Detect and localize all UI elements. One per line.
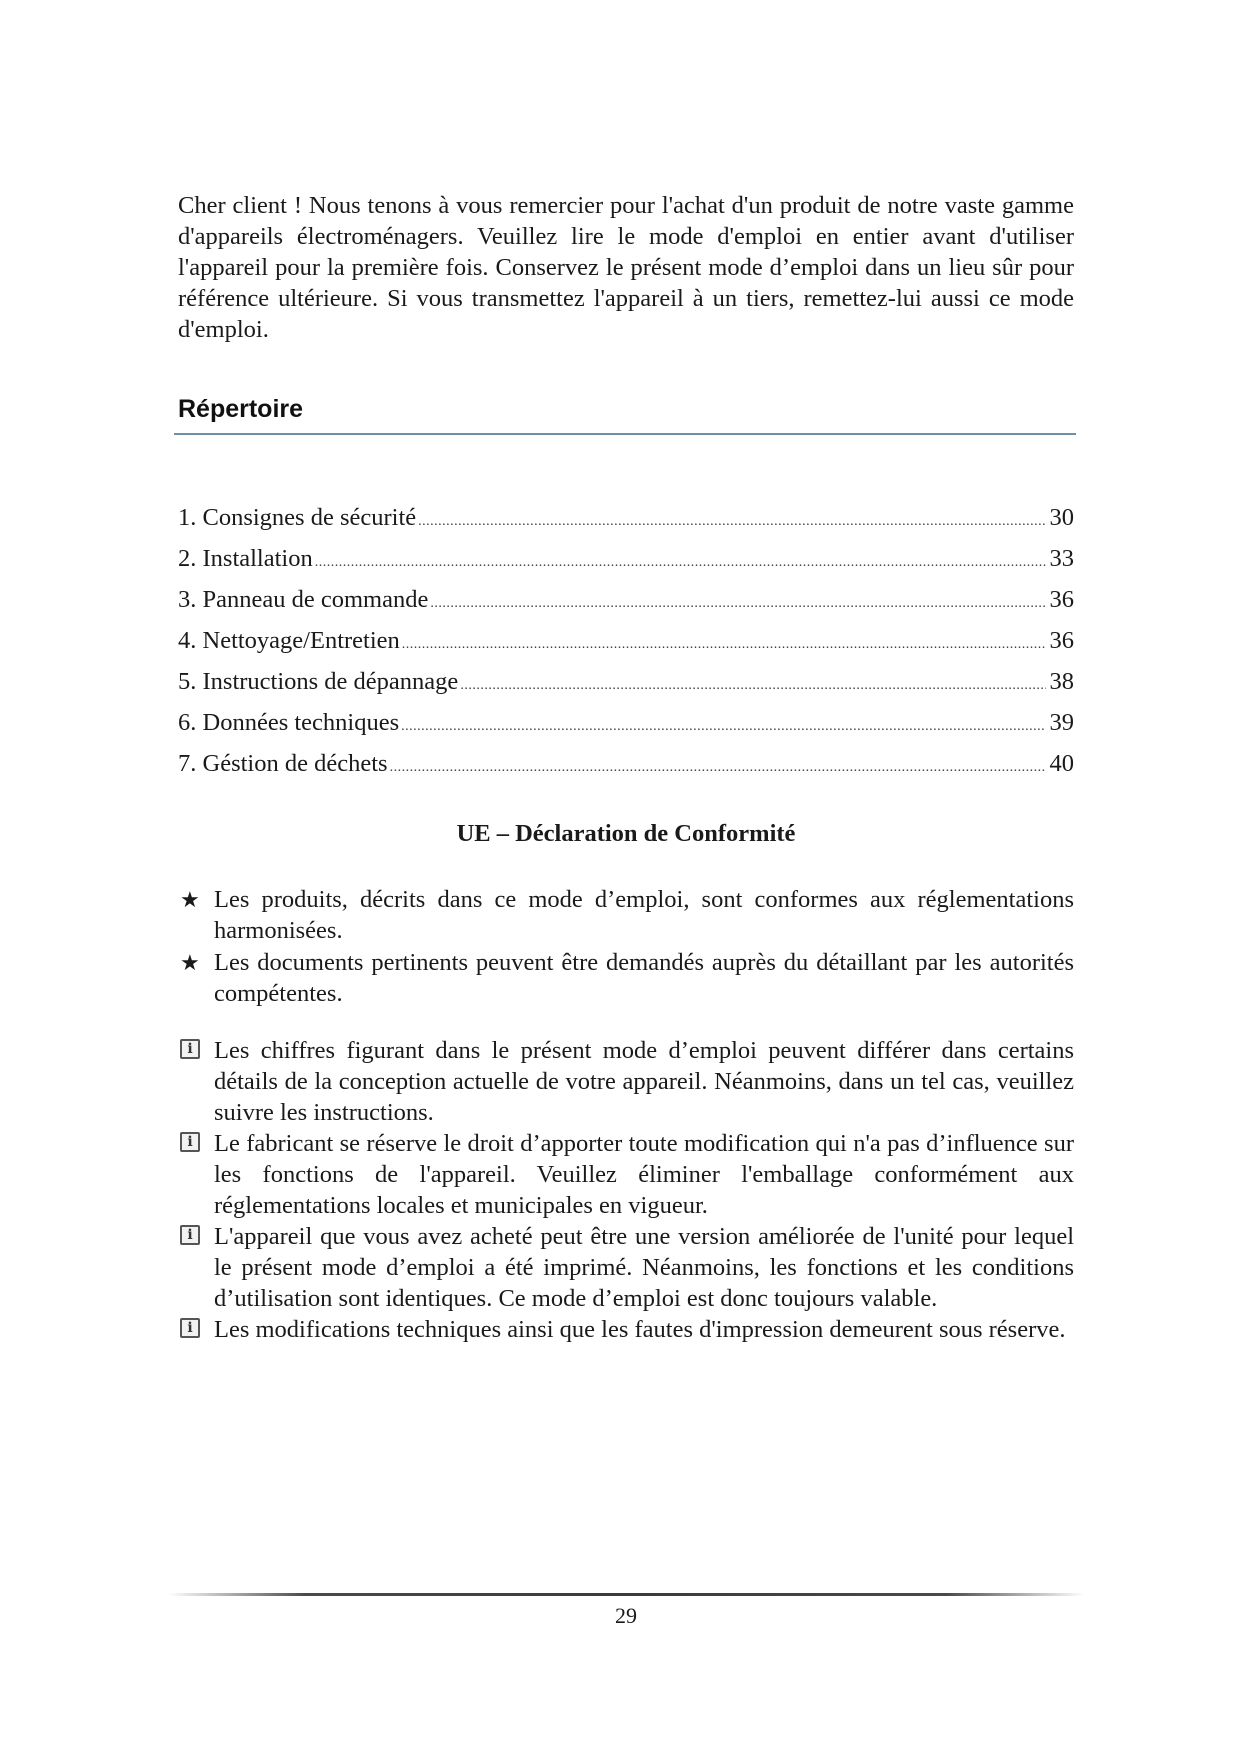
toc-leader-dots xyxy=(460,678,1045,694)
toc-leader-dots xyxy=(430,596,1045,612)
toc-entry-label: 6. Données techniques xyxy=(178,709,400,736)
conformity-list xyxy=(178,884,1074,1010)
toc-entry-label: 2. Installation xyxy=(178,545,313,572)
toc-entry-page: 39 xyxy=(1049,709,1074,736)
toc-leader-dots xyxy=(418,514,1045,530)
document-page xyxy=(178,0,1074,1754)
conformity-item xyxy=(178,947,1074,1009)
toc-entry xyxy=(178,709,1074,750)
toc-leader-dots xyxy=(402,637,1046,653)
declaration-title: UE – Déclaration de Conformité xyxy=(456,820,796,847)
toc-leader-dots xyxy=(401,719,1045,735)
toc-entry xyxy=(178,627,1074,668)
footer-rule xyxy=(168,1593,1084,1596)
conformity-item-text: Les documents pertinents peuvent être demandés auprès du détaillant par les autorités compétentes. xyxy=(214,949,1074,1007)
toc-entry xyxy=(178,750,1074,791)
notes-list xyxy=(178,1035,1074,1345)
note-item xyxy=(178,1314,1074,1345)
page-number: 29 xyxy=(615,1603,637,1628)
toc-leader-dots xyxy=(315,555,1046,571)
toc-leader-dots xyxy=(390,760,1046,776)
toc-entry-page: 36 xyxy=(1049,586,1074,613)
toc-entry-page: 30 xyxy=(1049,504,1074,531)
toc-entry-page: 36 xyxy=(1049,627,1074,654)
toc-entry-label: 3. Panneau de commande xyxy=(178,586,429,613)
toc-entry-label: 7. Géstion de déchets xyxy=(178,750,388,777)
toc-entry xyxy=(178,504,1074,545)
intro-paragraph: Cher client ! Nous tenons à vous remercier pour l'achat d'un produit de notre vaste gamme d'appareils électroménagers. Veuillez lire le mode d'emploi en entier avant d'utiliser l'appareil pour la première fois. Conservez le présent mode d’emploi dans un lieu sûr pour référence ultérieure. Si vous transmettez l'appareil à un tiers, remettez-lui aussi ce mode d'emploi. xyxy=(178,192,1074,343)
toc-entry xyxy=(178,668,1074,709)
note-item-text: Les modifications techniques ainsi que les fautes d'impression demeurent sous réserve. xyxy=(214,1316,1066,1343)
note-item-text: L'appareil que vous avez acheté peut être une version améliorée de l'unité pour lequel le présent mode d’emploi a été imprimé. Néanmoins, les fonctions et les conditions d’utilisation sont identiques. Ce mode d’emploi est donc toujours valable. xyxy=(214,1223,1074,1312)
info-icon: i xyxy=(180,1132,200,1152)
star-icon: ★ xyxy=(180,887,200,912)
note-item-text: Le fabricant se réserve le droit d’apporter toute modification qui n'a pas d’influence sur les fonctions de l'appareil. Veuillez éliminer l'emballage conformément aux réglementations locales et municipales en vigueur. xyxy=(214,1130,1074,1219)
toc-entry xyxy=(178,545,1074,586)
info-icon: i xyxy=(180,1318,200,1338)
toc-entry-page: 40 xyxy=(1049,750,1074,777)
toc-entry-label: 5. Instructions de dépannage xyxy=(178,668,459,695)
toc-entry-label: 4. Nettoyage/Entretien xyxy=(178,627,400,654)
heading-rule xyxy=(174,433,1076,435)
toc-entry-page: 33 xyxy=(1049,545,1074,572)
toc-entry-label: 1. Consignes de sécurité xyxy=(178,504,417,531)
star-icon: ★ xyxy=(180,950,200,975)
note-item-text: Les chiffres figurant dans le présent mode d’emploi peuvent différer dans certains détails de la conception actuelle de votre appareil. Néanmoins, dans un tel cas, veuillez suivre les instructions. xyxy=(214,1037,1074,1126)
conformity-item-text: Les produits, décrits dans ce mode d’emploi, sont conformes aux réglementations harmonisées. xyxy=(214,886,1074,944)
section-heading: Répertoire xyxy=(178,395,304,423)
note-item xyxy=(178,1128,1074,1221)
conformity-item xyxy=(178,884,1074,946)
info-icon: i xyxy=(180,1225,200,1245)
toc-entry xyxy=(178,586,1074,627)
info-icon: i xyxy=(180,1039,200,1059)
note-item xyxy=(178,1035,1074,1128)
toc-entry-page: 38 xyxy=(1049,668,1074,695)
note-item xyxy=(178,1221,1074,1314)
table-of-contents xyxy=(178,504,1074,791)
